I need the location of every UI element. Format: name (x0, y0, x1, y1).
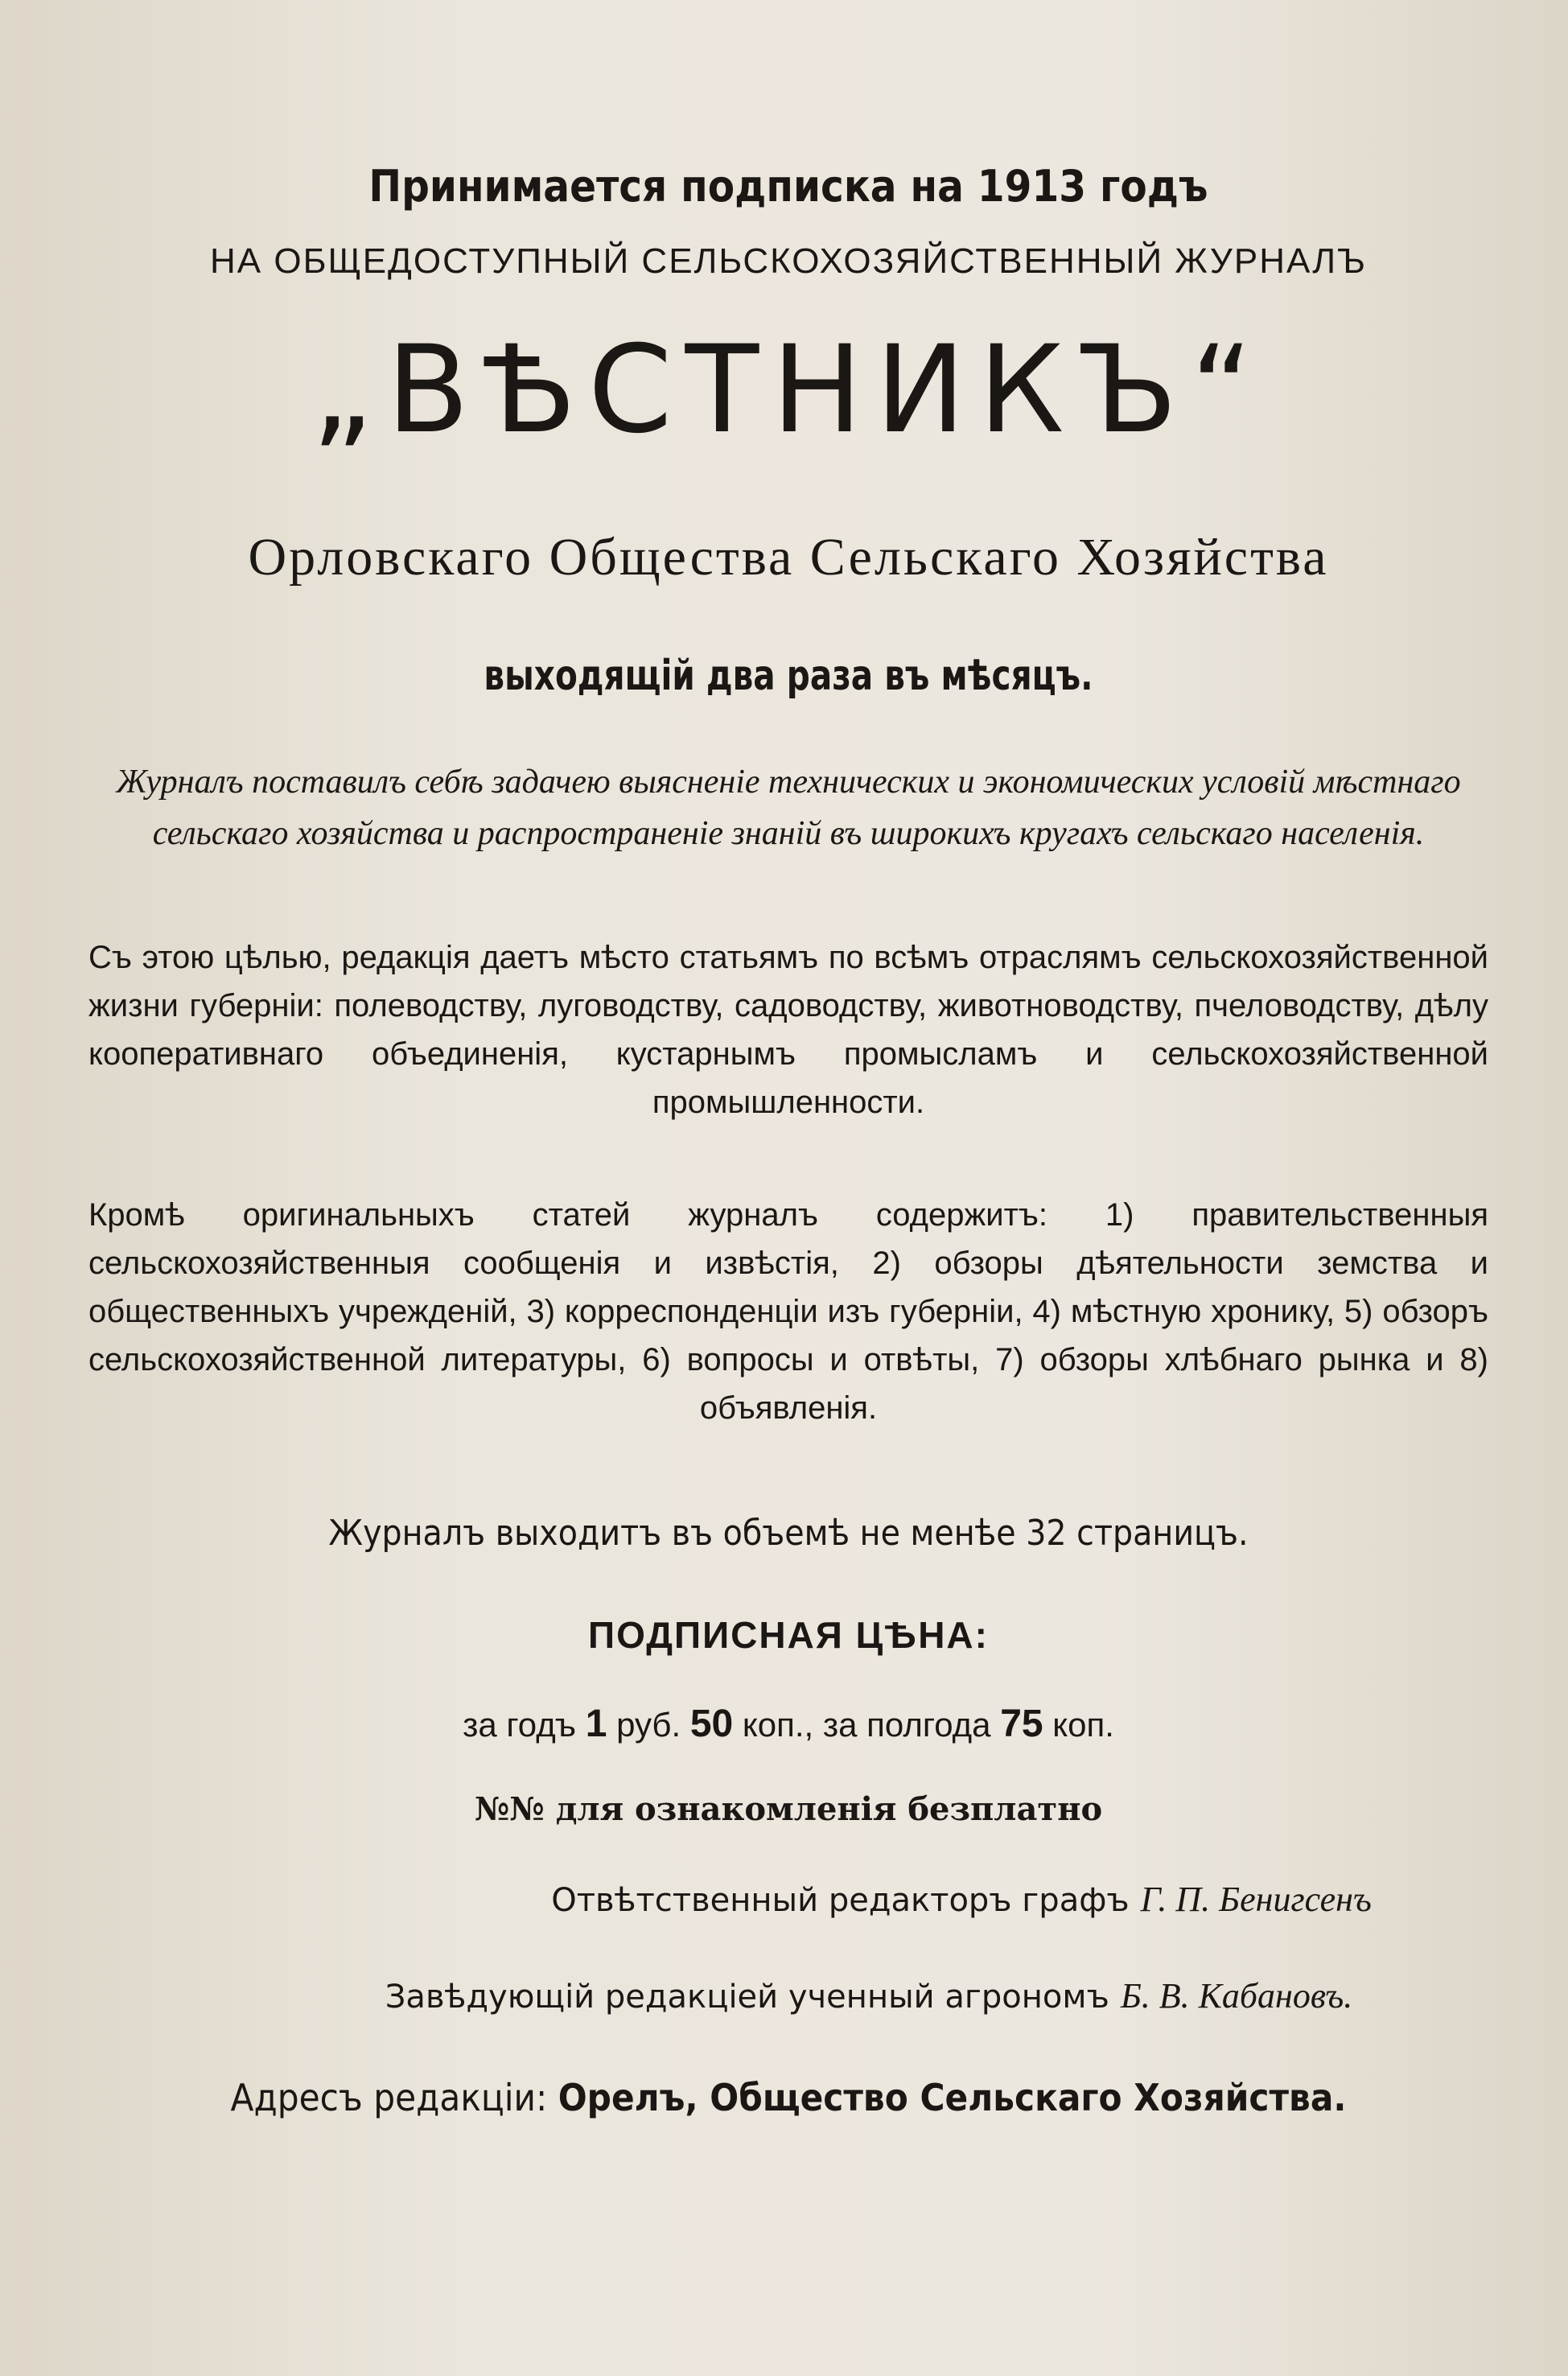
editor-name: Г. П. Бенигсенъ (1140, 1880, 1372, 1919)
manager-name: Б. В. Кабановъ. (1120, 1976, 1353, 2016)
address-label: Адресъ редакціи: (230, 2076, 548, 2119)
editor-role: Отвѣтственный редакторъ графъ (551, 1882, 1130, 1919)
kop-label: коп., (742, 1706, 814, 1744)
subscription-announcement: Принимается подписка на 1913 годъ (368, 161, 1208, 212)
journal-title: „ВѢСТНИКЪ“ (311, 320, 1266, 460)
editorial-address (145, 2076, 1433, 2119)
content-paragraph-contents: Кромѣ оригинальныхъ статей журналъ содержитъ: 1) правительственныя сельскохозяйственныя сообщенія и извѣстія, 2) обзоры дѣятельности земства и общественныхъ учрежденій, 3) корреспонденціи изъ губерніи, 4) мѣстную хронику, 5) обзоръ сельскохозяйственной литературы, 6) вопросы и отвѣты, 7) обзоры хлѣбнаго рынка и 8) объявленія. (88, 1197, 1488, 1426)
price-heading: ПОДПИСНАЯ ЦѢНА: (588, 1614, 989, 1656)
volume-statement: Журналъ выходитъ въ объемѣ не менѣе 32 страницъ. (328, 1513, 1249, 1554)
half-kop-label: коп. (1052, 1706, 1114, 1744)
half-year-kopecks: 75 (1000, 1703, 1043, 1745)
publisher-name: Орловскаго Общества Сельскаго Хозяйства (248, 528, 1329, 587)
publication-frequency: выходящій два раза въ мѣсяцъ. (484, 652, 1093, 700)
manager-role: Завѣдующій редакціей ученный агрономъ (385, 1979, 1109, 2016)
year-rubles: 1 (585, 1703, 607, 1745)
content-paragraph-sections: Съ этою цѣлью, редакція даетъ мѣсто статьямъ по всѣмъ отраслямъ сельскохозяйственной жизни губерніи: полеводству, луговодству, садоводству, животноводству, пчеловодству, дѣлу кооперативнаго объединенія, кустарнымъ промысламъ и сельскохозяйственной промышленности. (88, 940, 1488, 1120)
year-prefix: за годъ (463, 1706, 577, 1744)
journal-mission: Журналъ поставилъ себѣ задачею выясненіе технических и экономических условій мѣстнаго сельскаго хозяйства и распространеніе знаній въ широкихъ кругахъ сельскаго населенія. (116, 764, 1461, 852)
address-value: Орелъ, Общество Сельскаго Хозяйства. (558, 2076, 1347, 2119)
price-line (88, 1702, 1488, 1746)
half-year-prefix: за полгода (822, 1706, 991, 1744)
manager-line (88, 1975, 1488, 2016)
rub-label: руб. (616, 1706, 681, 1744)
year-kopecks: 50 (689, 1703, 734, 1745)
editor-line (88, 1879, 1488, 1920)
journal-type: НА ОБЩЕДОСТУПНЫЙ СЕЛЬСКОХОЗЯЙСТВЕННЫЙ ЖУРНАЛЪ (210, 241, 1367, 281)
free-copies-note: №№ для ознакомленія безплатно (474, 1790, 1103, 1828)
